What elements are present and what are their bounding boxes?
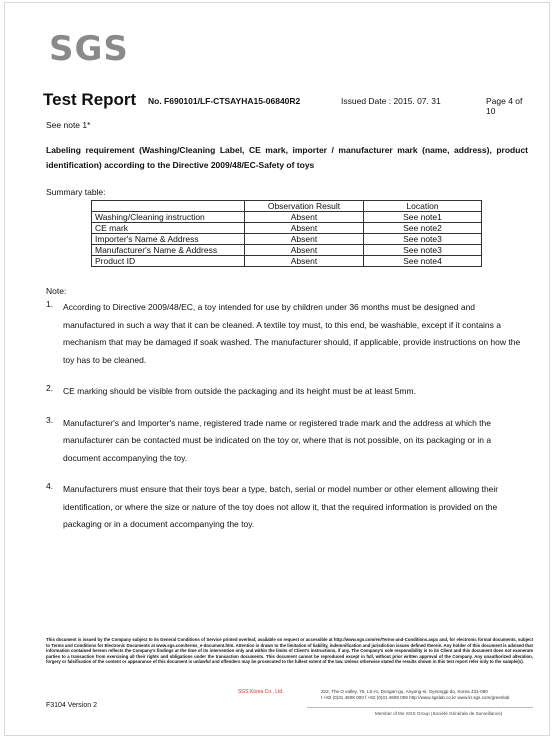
table-row [92, 256, 482, 267]
report-page [4, 2, 550, 736]
row-location: See note4 [364, 256, 482, 267]
row-item: Manufacturer's Name & Address [92, 245, 245, 256]
note-item [46, 415, 528, 468]
note-number: 3. [46, 414, 54, 425]
note-number: 1. [46, 299, 54, 309]
sgs-logo: SGS [49, 29, 129, 69]
company-address [321, 689, 531, 701]
column-header: Observation Result [245, 201, 364, 212]
table-row [92, 234, 482, 245]
note-number: 2. [46, 383, 54, 393]
table-header-row [92, 201, 482, 212]
note-text: Manufacturer's and Importer's name, registered trade name or registered trade mark and the address at which the manufacturer can be contacted must be indicated on the toy or, where that is not possible, on its packaging or in a document accompanying the toy. [63, 417, 492, 463]
row-result: Absent [245, 223, 364, 234]
section-heading: Labeling requirement (Washing/Cleaning Label, CE mark, importer / manufacturer mark (name, address), product identification) according to the Directive 2009/48/EC-Safety of toys [46, 145, 528, 170]
row-location: See note2 [364, 223, 482, 234]
row-item: CE mark [92, 223, 245, 234]
report-header [43, 90, 523, 116]
note-list [46, 299, 528, 548]
row-location: See note3 [364, 234, 482, 245]
legal-disclaimer: This document is issued by the Company subject to its General Conditions of Service printed overleaf, available on request or accessible at http://www.sgs.com/en/Terms-and-Conditions.aspx and, for electronic format documents, subject to Terms and Conditions for Electronic Documents at www.sgs.com/terms_e-document.htm. Attention is drawn to the limitation of liability, indemnification and jurisdiction issues defined therein. Any holder of this document is advised that information contained hereon reflects the Company's findings at the time of its intervention only and within the limits of Client's instructions, if any. The Company's sole responsibility is to its Client and this document does not exonerate parties to a transaction from exercising all their rights and obligations under the transaction documents. This document cannot be reproduced except in full, without prior written approval of the Company. Any unauthorized alteration, forgery or falsification of the content or appearance of this document is unlawful and offenders may be prosecuted to the fullest extent of the law. Unless otherwise stated the results shown in this test report refer only to the sample(s). [46, 637, 533, 664]
member-note: Member of the SGS Group (Société Générale de Surveillance) [375, 711, 503, 716]
row-result: Absent [245, 234, 364, 245]
row-result: Absent [245, 256, 364, 267]
company-name: SGS Korea Co., Ltd. [238, 689, 284, 695]
report-title: Test Report [43, 90, 137, 109]
contact-line: t +82 (0)31 4608 000 f +82 (0)31 4608 059 http://www.sgslab.co.kr www.kr.sgs.com/greenlab [321, 695, 510, 700]
summary-label: Summary table: [46, 187, 106, 197]
column-header [92, 201, 245, 212]
row-location: See note3 [364, 245, 482, 256]
column-header: Location [364, 201, 482, 212]
summary-table [91, 200, 482, 267]
note-number: 4. [46, 481, 54, 491]
table-row [92, 212, 482, 223]
row-item: Product ID [92, 256, 245, 267]
row-result: Absent [245, 245, 364, 256]
note-text: According to Directive 2009/48/EC, a toy intended for use by children under 36 months must be designed and manufactured in such a way that it can be cleaned. A textile toy must, to this end, be washable, except if it contains a mechanism that may be damaged if soak washed. The manufacturer should, if applicable, provide instructions on how the toy has to be cleaned. [63, 302, 521, 365]
form-version: F3104 Version 2 [46, 702, 97, 709]
page-number: Page 4 of 10 [486, 96, 523, 116]
note-text: Manufacturers must ensure that their toys bear a type, batch, serial or model number or other element allowing their identification, or where the size or nature of the toy does not allow it, that the required information is provided on the packaging or in a document accompanying the toy. [63, 484, 499, 529]
row-item: Importer's Name & Address [92, 234, 245, 245]
note-label: Note: [46, 286, 67, 296]
note-item [46, 383, 528, 401]
report-number: No. F690101/LF-CTSAYHA15-06840R2 [148, 96, 301, 106]
row-item: Washing/Cleaning instruction [92, 212, 245, 223]
address-line: 322, The O valley, 76, LS-ro, Dongan-gu, Anyang-si, Gyeonggi-do, Korea 431-080 [321, 689, 488, 694]
row-location: See note1 [364, 212, 482, 223]
footer-divider [307, 707, 533, 708]
row-result: Absent [245, 212, 364, 223]
note-item [46, 481, 528, 534]
table-row [92, 223, 482, 234]
table-row [92, 245, 482, 256]
see-note: See note 1* [46, 120, 91, 130]
issued-date: Issued Date : 2015. 07. 31 [341, 96, 441, 106]
note-item [46, 299, 528, 369]
note-text: CE marking should be visible from outside the packaging and its height must be at least 5mm. [63, 386, 416, 396]
